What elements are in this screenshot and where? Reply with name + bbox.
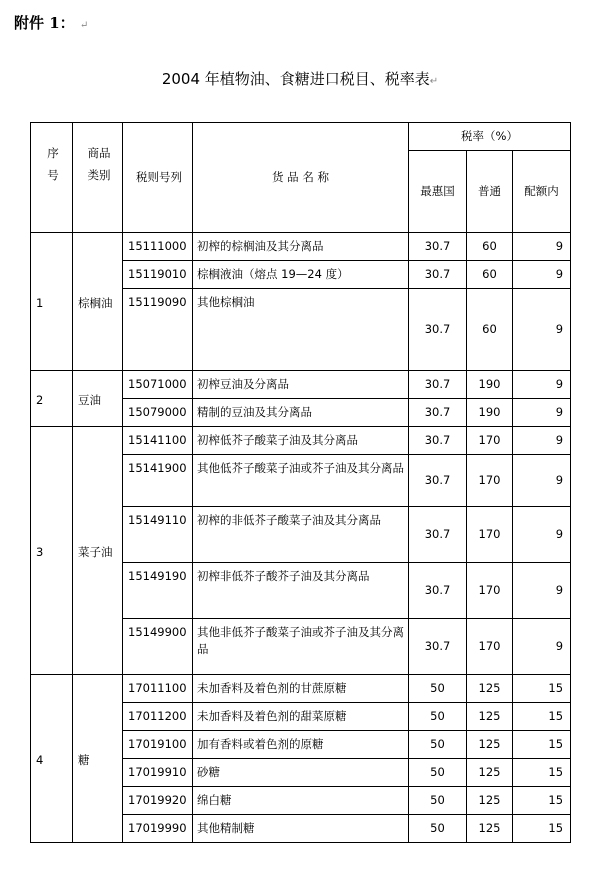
header-code <box>123 123 193 233</box>
rate-mfn: 50 <box>409 731 467 759</box>
rate-general: 190 <box>467 399 513 427</box>
rate-mfn: 30.7 <box>409 455 467 507</box>
rate-general: 170 <box>467 507 513 563</box>
rate-quota: 15 <box>513 731 571 759</box>
header-mfn: 最惠国 <box>409 151 467 233</box>
rate-quota: 9 <box>513 399 571 427</box>
rate-quota: 9 <box>513 371 571 399</box>
tariff-code: 15149110 <box>123 507 193 563</box>
product-name: 初榨低芥子酸菜子油及其分离品 <box>193 427 409 455</box>
rate-mfn: 50 <box>409 759 467 787</box>
rate-quota: 9 <box>513 455 571 507</box>
group-seq: 3 <box>31 427 73 675</box>
tariff-code: 15111000 <box>123 233 193 261</box>
tariff-code: 15119010 <box>123 261 193 289</box>
rate-quota: 15 <box>513 703 571 731</box>
group-seq: 4 <box>31 675 73 843</box>
rate-quota: 9 <box>513 507 571 563</box>
tariff-table-body <box>31 233 571 843</box>
rate-general: 60 <box>467 261 513 289</box>
rate-general: 125 <box>467 675 513 703</box>
table-row <box>31 371 571 399</box>
rate-general: 125 <box>467 731 513 759</box>
tariff-code: 15141900 <box>123 455 193 507</box>
product-name: 其他非低芥子酸菜子油或芥子油及其分离品 <box>193 619 409 675</box>
rate-general: 170 <box>467 619 513 675</box>
rate-general: 125 <box>467 815 513 843</box>
tariff-code: 17019910 <box>123 759 193 787</box>
rate-mfn: 30.7 <box>409 233 467 261</box>
rate-general: 190 <box>467 371 513 399</box>
tariff-code: 15079000 <box>123 399 193 427</box>
header-category <box>73 123 123 233</box>
document-title: 2004 年植物油、食糖进口税目、税率表↵ <box>161 70 439 88</box>
header-seq <box>31 123 73 233</box>
rate-quota: 9 <box>513 261 571 289</box>
rate-general: 170 <box>467 455 513 507</box>
group-category: 糖 <box>73 675 123 843</box>
rate-mfn: 30.7 <box>409 563 467 619</box>
table-row <box>31 233 571 261</box>
tariff-code: 17019990 <box>123 815 193 843</box>
rate-quota: 9 <box>513 233 571 261</box>
tariff-code: 17019100 <box>123 731 193 759</box>
tariff-code: 17011100 <box>123 675 193 703</box>
header-code-text: 税则号列 <box>136 170 182 185</box>
group-seq: 1 <box>31 233 73 371</box>
header-rate-group-text: 税率（%） <box>461 129 518 144</box>
rate-quota: 15 <box>513 675 571 703</box>
rate-general: 60 <box>467 233 513 261</box>
tariff-code: 17011200 <box>123 703 193 731</box>
tariff-code: 15071000 <box>123 371 193 399</box>
rate-quota: 9 <box>513 427 571 455</box>
rate-general: 170 <box>467 563 513 619</box>
group-seq: 2 <box>31 371 73 427</box>
rate-mfn: 50 <box>409 703 467 731</box>
rate-general: 125 <box>467 759 513 787</box>
product-name: 加有香料或着色剂的原糖 <box>193 731 409 759</box>
rate-mfn: 50 <box>409 787 467 815</box>
product-name: 其他棕榈油 <box>193 289 409 371</box>
rate-mfn: 30.7 <box>409 619 467 675</box>
rate-general: 60 <box>467 289 513 371</box>
group-category: 豆油 <box>73 371 123 427</box>
tariff-code: 15149900 <box>123 619 193 675</box>
header-rate-group <box>409 123 571 151</box>
header-name <box>193 123 409 233</box>
rate-quota: 15 <box>513 815 571 843</box>
rate-quota: 15 <box>513 787 571 815</box>
rate-general: 125 <box>467 787 513 815</box>
product-name: 初榨的非低芥子酸菜子油及其分离品 <box>193 507 409 563</box>
header-general: 普通 <box>467 151 513 233</box>
rate-mfn: 30.7 <box>409 371 467 399</box>
product-name: 其他精制糖 <box>193 815 409 843</box>
header-seq-text: 序号 <box>47 146 59 182</box>
header-category-text: 商品类别 <box>87 146 111 182</box>
rate-quota: 9 <box>513 619 571 675</box>
tariff-code: 15149190 <box>123 563 193 619</box>
table-row <box>31 427 571 455</box>
rate-quota: 9 <box>513 289 571 371</box>
group-category: 菜子油 <box>73 427 123 675</box>
tariff-table <box>30 122 571 843</box>
rate-mfn: 50 <box>409 675 467 703</box>
tariff-code: 15119090 <box>123 289 193 371</box>
rate-mfn: 50 <box>409 815 467 843</box>
product-name: 砂糖 <box>193 759 409 787</box>
product-name: 未加香料及着色剂的甘蔗原糖 <box>193 675 409 703</box>
rate-mfn: 30.7 <box>409 261 467 289</box>
rate-general: 125 <box>467 703 513 731</box>
rate-mfn: 30.7 <box>409 507 467 563</box>
table-row <box>31 675 571 703</box>
rate-mfn: 30.7 <box>409 289 467 371</box>
product-name: 初榨非低芥子酸芥子油及其分离品 <box>193 563 409 619</box>
product-name: 绵白糖 <box>193 787 409 815</box>
product-name: 精制的豆油及其分离品 <box>193 399 409 427</box>
product-name: 其他低芥子酸菜子油或芥子油及其分离品 <box>193 455 409 507</box>
rate-general: 170 <box>467 427 513 455</box>
product-name: 未加香料及着色剂的甜菜原糖 <box>193 703 409 731</box>
product-name: 初榨豆油及分离品 <box>193 371 409 399</box>
tariff-code: 15141100 <box>123 427 193 455</box>
rate-quota: 9 <box>513 563 571 619</box>
rate-quota: 15 <box>513 759 571 787</box>
product-name: 棕榈液油（熔点 19—24 度） <box>193 261 409 289</box>
tariff-code: 17019920 <box>123 787 193 815</box>
header-name-text: 货 品 名 称 <box>272 170 329 185</box>
group-category: 棕榈油 <box>73 233 123 371</box>
product-name: 初榨的棕榈油及其分离品 <box>193 233 409 261</box>
rate-mfn: 30.7 <box>409 399 467 427</box>
header-quota: 配额内 <box>513 151 571 233</box>
attachment-label: 附件 1： ↵ <box>14 14 89 32</box>
rate-mfn: 30.7 <box>409 427 467 455</box>
